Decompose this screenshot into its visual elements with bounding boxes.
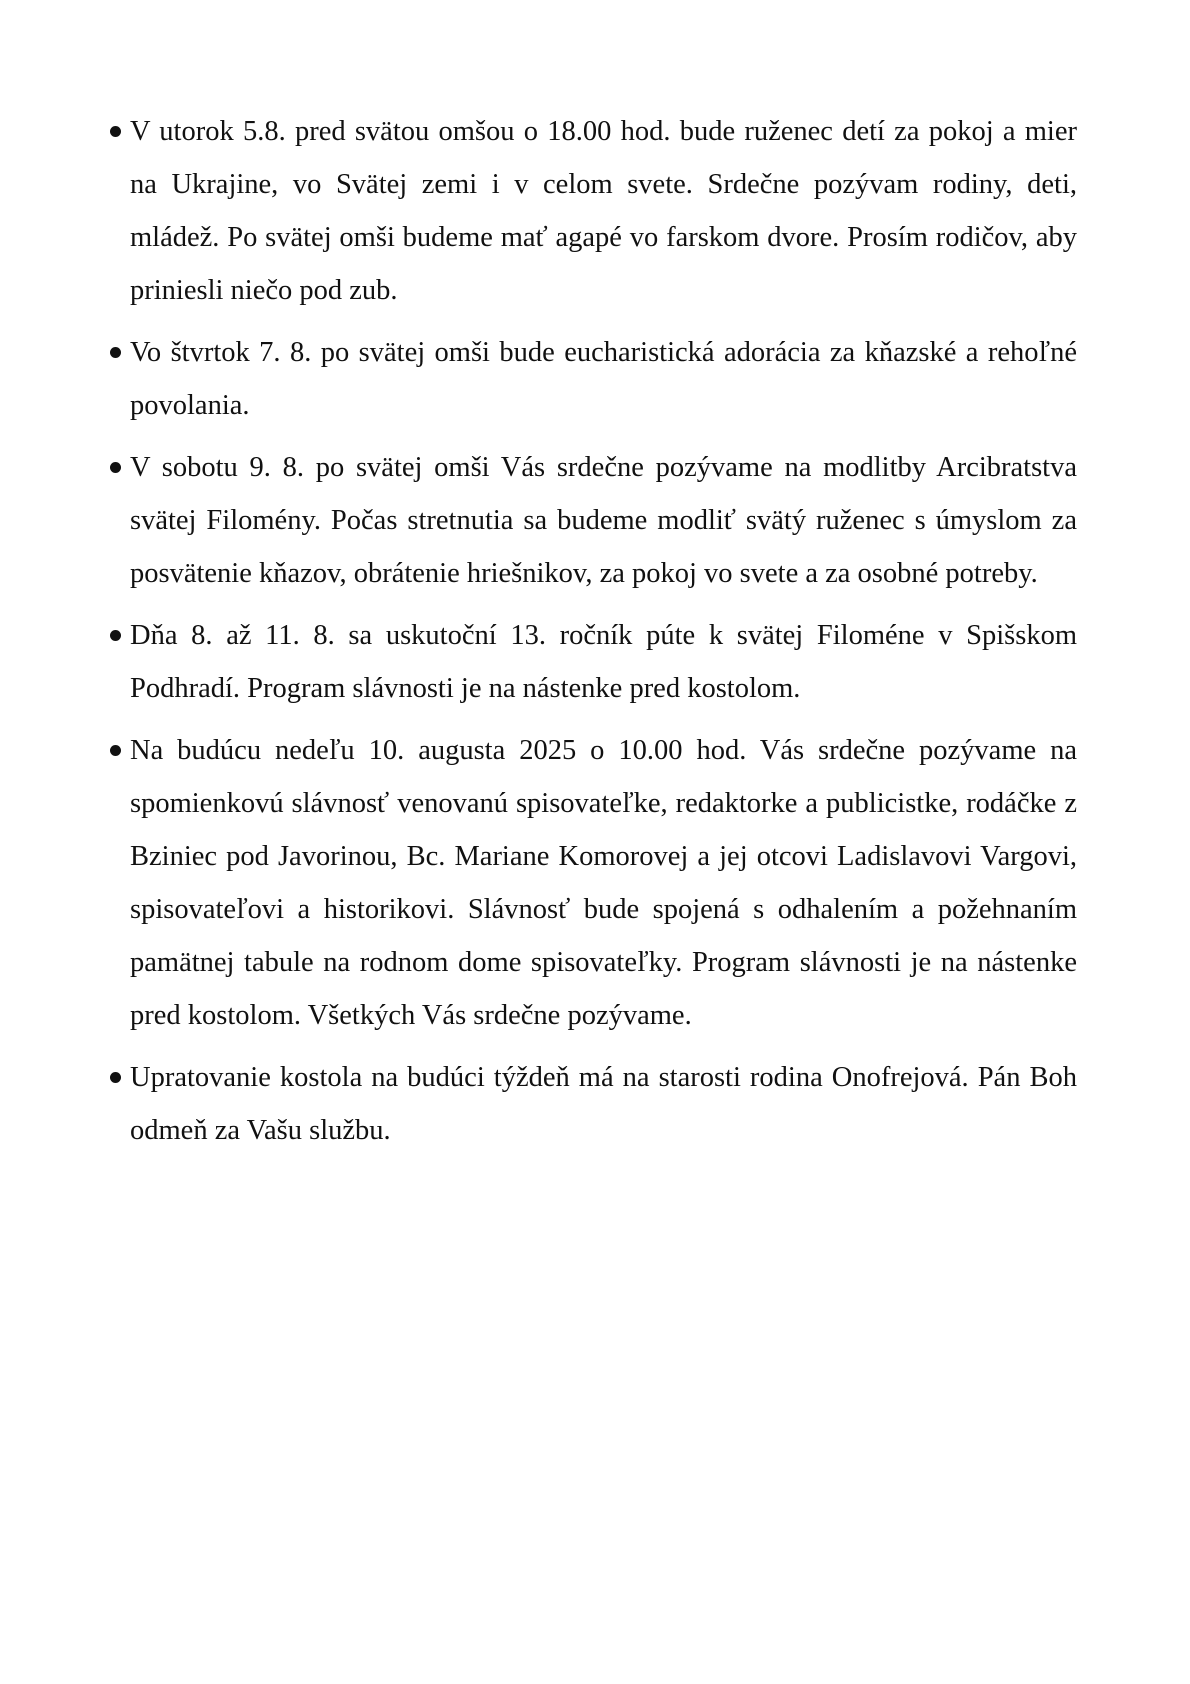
announcement-item bbox=[112, 105, 1077, 317]
announcement-item bbox=[112, 1051, 1077, 1157]
bullet-icon bbox=[110, 1072, 121, 1083]
announcement-text: Na budúcu nedeľu 10. augusta 2025 o 10.00 hod. Vás srdečne pozývame na spomienkovú slávnosť venovanú spisovateľke, redaktorke a publicistke, rodáčke z Bziniec pod Javorinou, Bc. Mariane Komorovej a jej otcovi Ladislavovi Vargovi, spisovateľovi a historikovi. Slávnosť bude spojená s odhalením a požehnaním pamätnej tabule na rodnom dome spisovateľky. Program slávnosti je na nástenke pred kostolom. Všetkých Vás srdečne pozývame. bbox=[130, 735, 1077, 1031]
announcement-item bbox=[112, 326, 1077, 432]
bullet-icon bbox=[110, 745, 121, 756]
bullet-icon bbox=[110, 462, 121, 473]
announcement-item bbox=[112, 441, 1077, 600]
announcement-text: V sobotu 9. 8. po svätej omši Vás srdečne pozývame na modlitby Arcibratstva svätej Filomény. Počas stretnutia sa budeme modliť svätý ruženec s úmyslom za posvätenie kňazov, obrátenie hriešnikov, za pokoj vo svete a za osobné potreby. bbox=[130, 452, 1077, 589]
bullet-icon bbox=[110, 126, 121, 137]
announcement-text: Vo štvrtok 7. 8. po svätej omši bude eucharistická adorácia za kňazské a rehoľné povolania. bbox=[130, 337, 1077, 421]
bullet-icon bbox=[110, 347, 121, 358]
announcement-text: Dňa 8. až 11. 8. sa uskutoční 13. ročník púte k svätej Filoméne v Spišskom Podhradí. Program slávnosti je na nástenke pred kostolom. bbox=[130, 620, 1077, 704]
announcement-list bbox=[112, 105, 1077, 1166]
announcement-text: V utorok 5.8. pred svätou omšou o 18.00 hod. bude ruženec detí za pokoj a mier na Ukrajine, vo Svätej zemi i v celom svete. Srdečne pozývam rodiny, deti, mládež. Po svätej omši budeme mať agapé vo farskom dvore. Prosím rodičov, aby priniesli niečo pod zub. bbox=[130, 116, 1077, 306]
announcement-text: Upratovanie kostola na budúci týždeň má na starosti rodina Onofrejová. Pán Boh odmeň za Vašu službu. bbox=[130, 1062, 1077, 1146]
bullet-icon bbox=[110, 630, 121, 641]
announcement-item bbox=[112, 609, 1077, 715]
announcement-item bbox=[112, 724, 1077, 1042]
